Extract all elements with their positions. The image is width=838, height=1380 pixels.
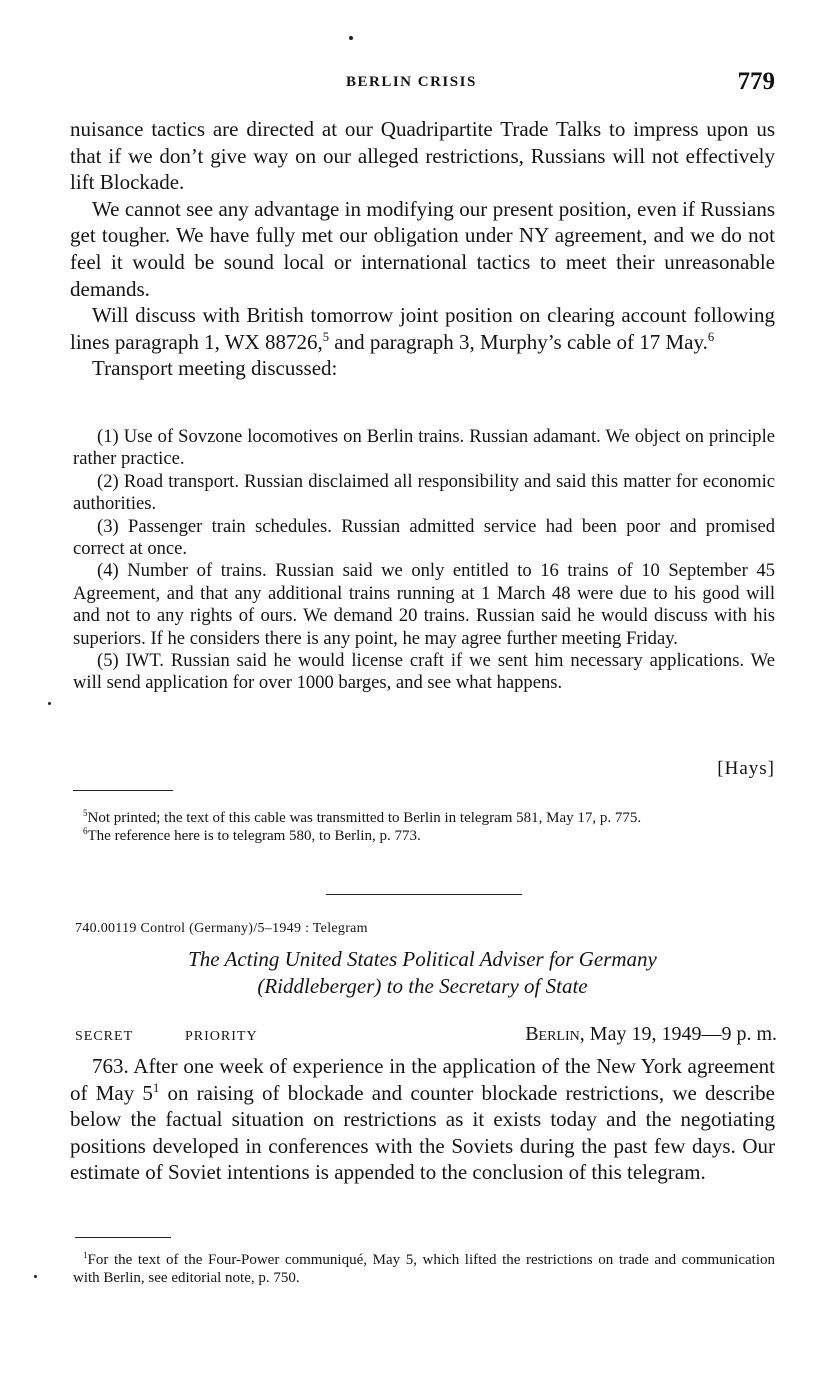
list-item: (2) Road transport. Russian disclaimed all responsibility and said this matter for economic authorities. (73, 470, 775, 515)
paragraph-continuation: nuisance tactics are directed at our Quadripartite Trade Talks to impress upon us that if we don’t give way on our alleged restrictions, Russians will not effectively lift Blockade. (70, 117, 775, 195)
print-speck (349, 36, 353, 40)
body-text-telegram (70, 1053, 775, 1186)
document-title-line-1: The Acting United States Political Adviser for Germany (188, 947, 657, 971)
footnote-ref-1: 1 (152, 1080, 160, 1095)
file-number: 740.00119 Control (Germany)/5–1949 : Telegram (75, 921, 368, 936)
list-item: (4) Number of trains. Russian said we only entitled to 16 trains of 10 September 45 Agreement, and that any additional trains running at 1 March 48 were due to his good will and not to any rights of ours. We demand 20 trains. Russian said he would discuss with his superiors. If he considers there is any point, he may agree further meeting Friday. (73, 560, 775, 649)
telegram-paragraph-text: 763. After one week of experience in the application of the New York agreement of May 5 (70, 1054, 775, 1105)
page-number: 779 (737, 68, 775, 95)
footnote-1 (73, 1251, 775, 1287)
dateline (525, 1023, 777, 1046)
footnote-5-text: Not printed; the text of this cable was transmitted to Berlin in telegram 581, May 17, p. 775. (87, 810, 642, 826)
footnote-6 (73, 827, 775, 845)
paragraph-clearing-account-text-2: and paragraph 3, Murphy’s cable of 17 May. (329, 329, 708, 354)
footnotes-top (73, 809, 775, 845)
print-speck (34, 1275, 37, 1278)
footnote-ref-5: 5 (322, 329, 330, 344)
document-title-line-2: (Riddleberger) to the Secretary of State (257, 974, 588, 998)
telegram-meta (75, 1023, 777, 1049)
classification: SECRET (75, 1029, 134, 1044)
footnote-5 (73, 809, 775, 827)
footnote-1-text: For the text of the Four-Power communiqué, May 5, which lifted the restrictions on trade and communication with Berlin, see editorial note, p. 750. (73, 1252, 775, 1286)
paragraph-clearing-account (70, 302, 775, 355)
list-item: (1) Use of Sovzone locomotives on Berlin trains. Russian adamant. We object on principle rather practice. (73, 426, 775, 470)
footnote-divider-bottom (75, 1237, 171, 1238)
footnote-divider (73, 790, 173, 791)
list-item: (3) Passenger train schedules. Russian admitted service had been poor and promised correct at once. (73, 515, 775, 560)
paragraph-clearing-account-text: Will discuss with British tomorrow joint position on clearing account following lines paragraph 1, WX 88726, (70, 303, 775, 354)
footnote-bottom (73, 1251, 775, 1287)
running-head (70, 70, 775, 100)
footnote-ref-6: 6 (707, 329, 715, 344)
telegram-paragraph-text-2: on raising of blockade and counter blockade restrictions, we describe below the factual situation on restrictions as it exists today and the negotiating positions developed in conferences with the Soviets during the past few days. Our estimate of Soviet intentions is appended to the conclusion of this telegram. (70, 1080, 775, 1185)
footnote-6-text: The reference here is to telegram 580, to Berlin, p. 773. (87, 828, 421, 844)
transport-items-list (73, 426, 775, 695)
signature (717, 758, 775, 780)
section-divider (326, 894, 522, 895)
priority: PRIORITY (185, 1029, 258, 1044)
list-item: (5) IWT. Russian said he would license craft if we sent him necessary applications. We will send application for over 1000 barges, and see what happens. (73, 650, 775, 694)
footnote-mark-6: 6 (83, 826, 88, 836)
telegram-paragraph (70, 1053, 775, 1186)
footnote-mark-5: 5 (83, 808, 88, 818)
running-title: BERLIN CRISIS (346, 74, 477, 90)
print-speck (48, 702, 51, 705)
dateline-date: , May 19, 1949—9 p. m. (579, 1023, 777, 1045)
body-text-top (70, 116, 775, 382)
footnote-mark-1: 1 (83, 1250, 88, 1260)
signature-text: [Hays] (717, 758, 775, 779)
paragraph-position: We cannot see any advantage in modifying our present position, even if Russians get tougher. We have fully met our obligation under NY agreement, and we do not feel it would be sound local or international tactics to meet their unreasonable demands. (70, 196, 775, 301)
dateline-place: Berlin (525, 1023, 580, 1045)
paragraph-transport-intro: Transport meeting discussed: (92, 356, 338, 381)
document-title (70, 946, 775, 1000)
